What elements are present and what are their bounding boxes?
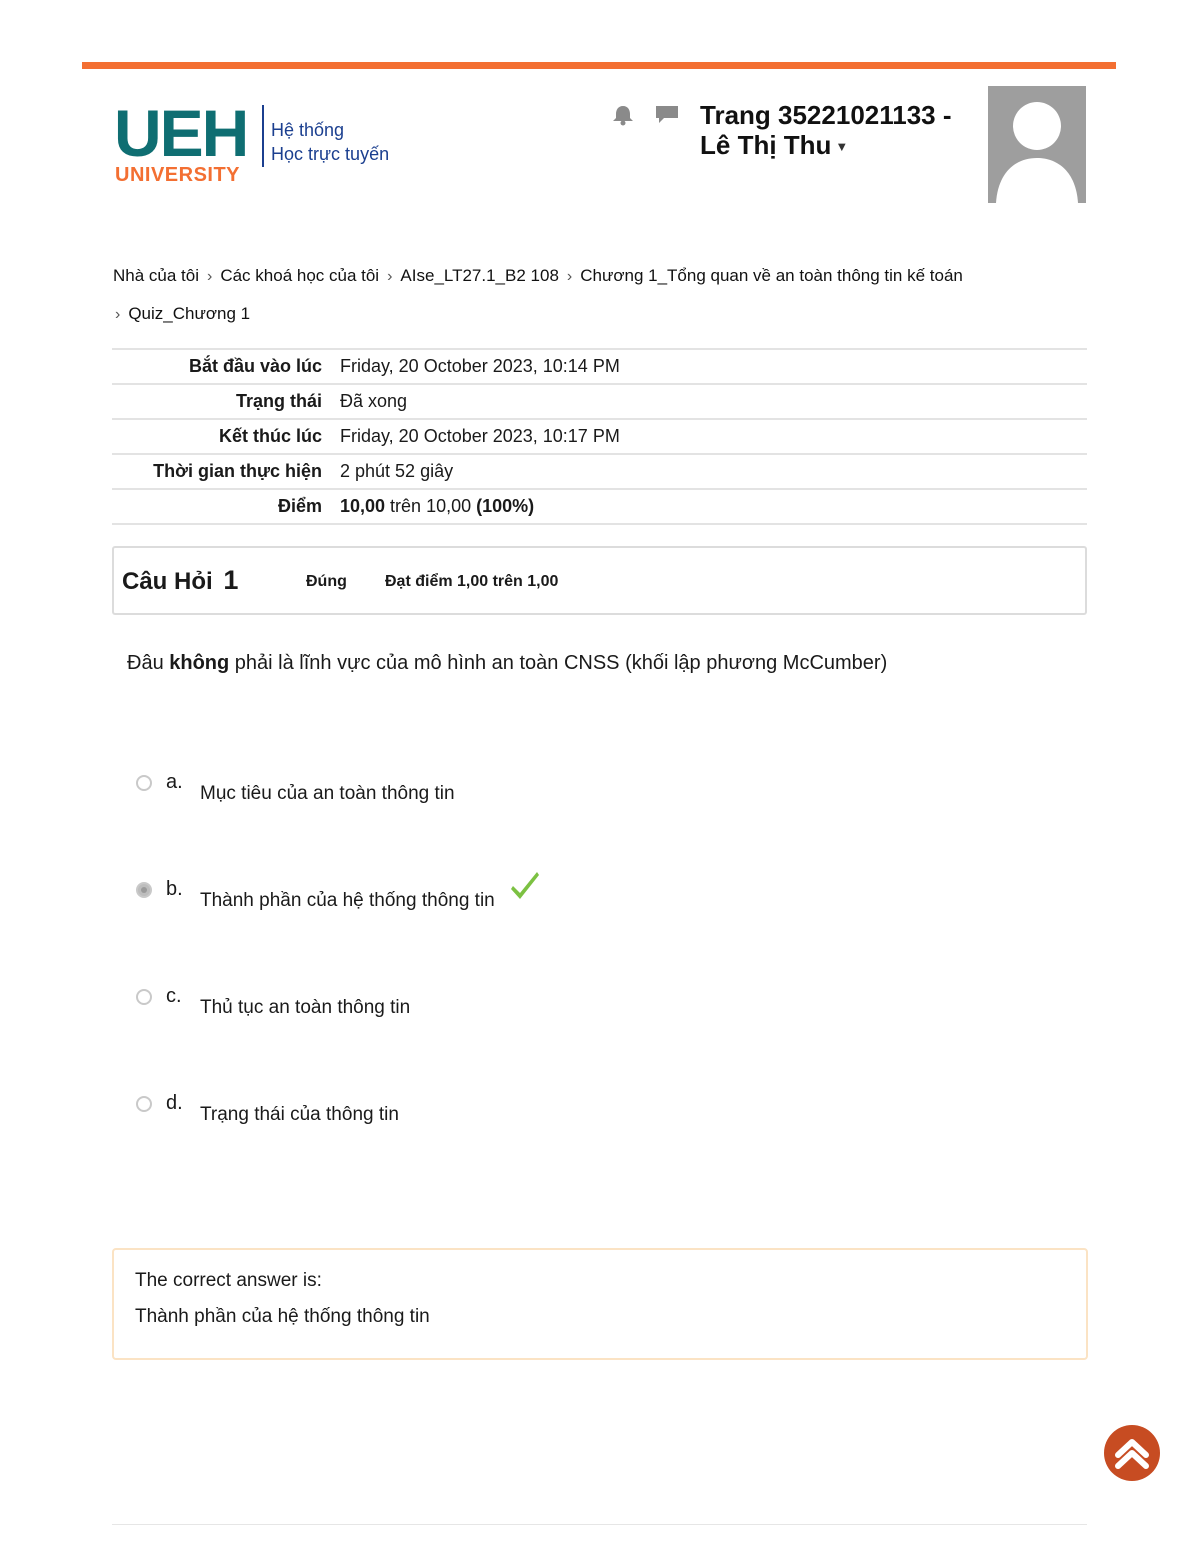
answer-text: Mục tiêu của an toàn thông tin [200, 783, 455, 804]
chevron-right-icon: › [566, 268, 573, 285]
chevron-right-icon: › [207, 268, 213, 285]
summary-label: Điểm [277, 496, 322, 516]
table-row [112, 454, 1087, 489]
logo-divider [262, 105, 264, 167]
score-middle: trên 10,00 [385, 496, 477, 516]
radio-button-selected[interactable] [136, 882, 152, 898]
chat-icon[interactable] [654, 104, 680, 126]
user-name-line2: Lê Thị Thu [700, 130, 832, 160]
score-value [340, 489, 1087, 524]
radio-button[interactable] [136, 775, 152, 791]
user-name-line1: Trang 35221021133 - [700, 100, 952, 130]
summary-label: Bắt đầu vào lúc [188, 356, 322, 376]
answer-letter: b. [166, 878, 183, 900]
user-menu[interactable] [700, 100, 970, 162]
summary-label: Kết thúc lúc [218, 426, 322, 446]
breadcrumb-quiz[interactable]: Quiz_Chương 1 [128, 304, 251, 323]
radio-button[interactable] [136, 1096, 152, 1112]
feedback-title: The correct answer is: [135, 1270, 322, 1291]
summary-value: Friday, 20 October 2023, 10:14 PM [340, 356, 620, 376]
answer-text: Thành phần của hệ thống thông tin [200, 890, 495, 911]
answer-option-b[interactable] [136, 878, 836, 922]
table-row [112, 489, 1087, 524]
footer-divider [112, 1524, 1087, 1525]
question-grade: Đạt điểm 1,00 trên 1,00 [385, 573, 559, 590]
summary-label: Thời gian thực hiện [153, 461, 322, 481]
question-number [122, 565, 238, 596]
checkmark-icon [508, 868, 542, 902]
answer-letter: a. [166, 771, 183, 793]
summary-value: Friday, 20 October 2023, 10:17 PM [340, 426, 620, 446]
answer-text: Trạng thái của thông tin [200, 1104, 399, 1125]
answer-option-d[interactable] [136, 1092, 836, 1136]
radio-button[interactable] [136, 989, 152, 1005]
table-row [112, 419, 1087, 454]
bell-icon[interactable] [610, 104, 636, 126]
question-text [127, 652, 1077, 675]
logo-university-text: UNIVERSITY [115, 164, 241, 186]
summary-label: Trạng thái [235, 391, 322, 411]
top-accent-bar [82, 62, 1116, 69]
breadcrumb-my-courses[interactable]: Các khoá học của tôi [220, 266, 380, 285]
logo-system-line1: Hệ thống [271, 120, 345, 140]
summary-value: Đã xong [340, 391, 408, 411]
answer-letter: c. [166, 985, 182, 1007]
table-row [112, 384, 1087, 419]
breadcrumb-course[interactable]: AIse_LT27.1_B2 108 [400, 266, 559, 285]
table-row [112, 349, 1087, 384]
answer-letter: d. [166, 1092, 183, 1114]
score-bold: 10,00 [340, 496, 386, 516]
question-text-part: phải là lĩnh vực của mô hình an toàn CNSS (khối lập phương McCumber) [229, 652, 888, 674]
logo-system-line2: Học trực tuyến [271, 144, 390, 164]
logo-ueh-text: UEH [114, 96, 248, 170]
question-number-value: 1 [223, 565, 239, 595]
score-percent: (100%) [476, 496, 535, 516]
question-text-bold: không [169, 652, 230, 674]
chevron-right-icon: › [387, 268, 393, 285]
answer-option-a[interactable] [136, 771, 836, 815]
correct-answer-feedback [112, 1248, 1088, 1360]
attempt-summary-table [112, 348, 1087, 525]
summary-value: 2 phút 52 giây [340, 461, 454, 481]
answer-text: Thủ tục an toàn thông tin [200, 997, 411, 1018]
question-state: Đúng [306, 573, 347, 590]
answer-option-c[interactable] [136, 985, 836, 1029]
caret-down-icon: ▼ [835, 139, 849, 155]
scroll-to-top-button[interactable] [1104, 1425, 1160, 1481]
question-label: Câu Hỏi [122, 568, 213, 595]
chevron-right-icon: › [115, 306, 121, 323]
question-info-box [112, 546, 1087, 615]
breadcrumb [113, 257, 1093, 333]
user-avatar[interactable] [988, 86, 1086, 203]
feedback-answer: Thành phần của hệ thống thông tin [135, 1306, 430, 1327]
breadcrumb-home[interactable]: Nhà của tôi [113, 266, 199, 285]
double-chevron-up-icon [1104, 1425, 1160, 1481]
question-text-part: Đâu [127, 652, 170, 674]
site-logo[interactable] [114, 96, 434, 190]
breadcrumb-chapter[interactable]: Chương 1_Tổng quan về an toàn thông tin kế toán [580, 266, 963, 285]
